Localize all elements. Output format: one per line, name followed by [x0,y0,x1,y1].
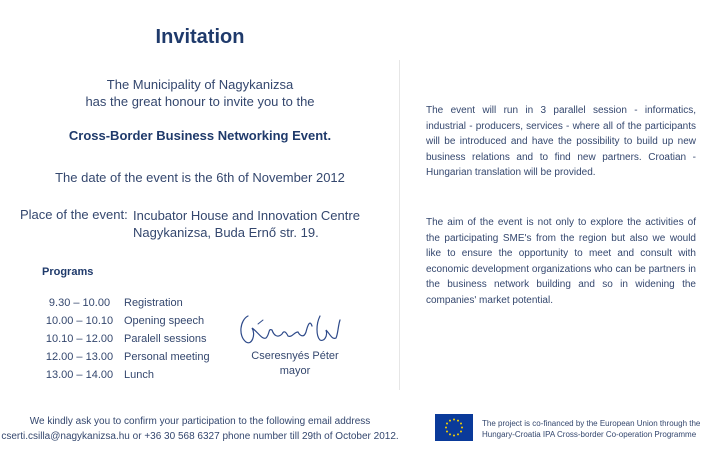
rsvp-line-2: cserti.csilla@nagykanizsa.hu or +36 30 568 6327 phone number till 29th of October 2012. [1,431,399,442]
right-panel [400,0,727,466]
host-line-2: has the great honour to invite you to the [85,94,315,109]
program-time: 10.10 – 12.00 [45,333,114,345]
rsvp-note [0,414,400,444]
program-name: Lunch [124,369,154,381]
eu-flag-icon [435,414,473,441]
place-line-1: Incubator House and Innovation Centre [133,208,360,223]
program-time: 12.00 – 13.00 [45,351,114,363]
signer-block [230,349,360,379]
program-time: 9.30 – 10.00 [48,297,111,309]
eu-funding-note [482,418,722,440]
program-time: 10.00 – 10.10 [45,315,114,327]
place-line-2: Nagykanizsa, Buda Ernő str. 19. [133,225,319,240]
eu-line-1: The project is co-financed by the European Union through the [482,419,701,428]
signer-role: mayor [279,365,311,377]
host-statement [0,76,400,110]
place-value [133,207,360,241]
sessions-paragraph: The event will run in 3 parallel session - informatics, industrial - producers, services - where all of the participants will be introduced and have the possibility to build up new business relations and to find new partners. Croatian - Hungarian translation will be provided. [426,105,696,178]
program-time: 13.00 – 14.00 [45,369,114,381]
programs-title: Programs [42,266,94,278]
event-name: Cross-Border Business Networking Event. [68,128,332,143]
signer-name: Cseresnyés Péter [251,350,339,362]
program-name: Paralell sessions [124,333,207,345]
host-line-1: The Municipality of Nagykanizsa [106,77,294,92]
place-label: Place of the event: [20,207,128,222]
program-name: Registration [124,297,183,309]
eu-line-2: Hungary-Croatia IPA Cross-border Co-operation Programme [482,430,697,439]
event-date: The date of the event is the 6th of November 2012 [55,170,345,185]
program-name: Personal meeting [124,351,210,363]
mayor-signature [236,310,346,350]
aim-paragraph: The aim of the event is not only to explore the activities of the participating SME's from the region but also we would like to ensure the opportunity to meet and consult with economic development organizations who can be partners in the business network building and so in widening the companies' market potential. [426,217,696,306]
program-name: Opening speech [124,315,205,327]
invitation-title: Invitation [155,26,245,48]
rsvp-line-1: We kindly ask you to confirm your participation to the following email address [29,416,371,427]
